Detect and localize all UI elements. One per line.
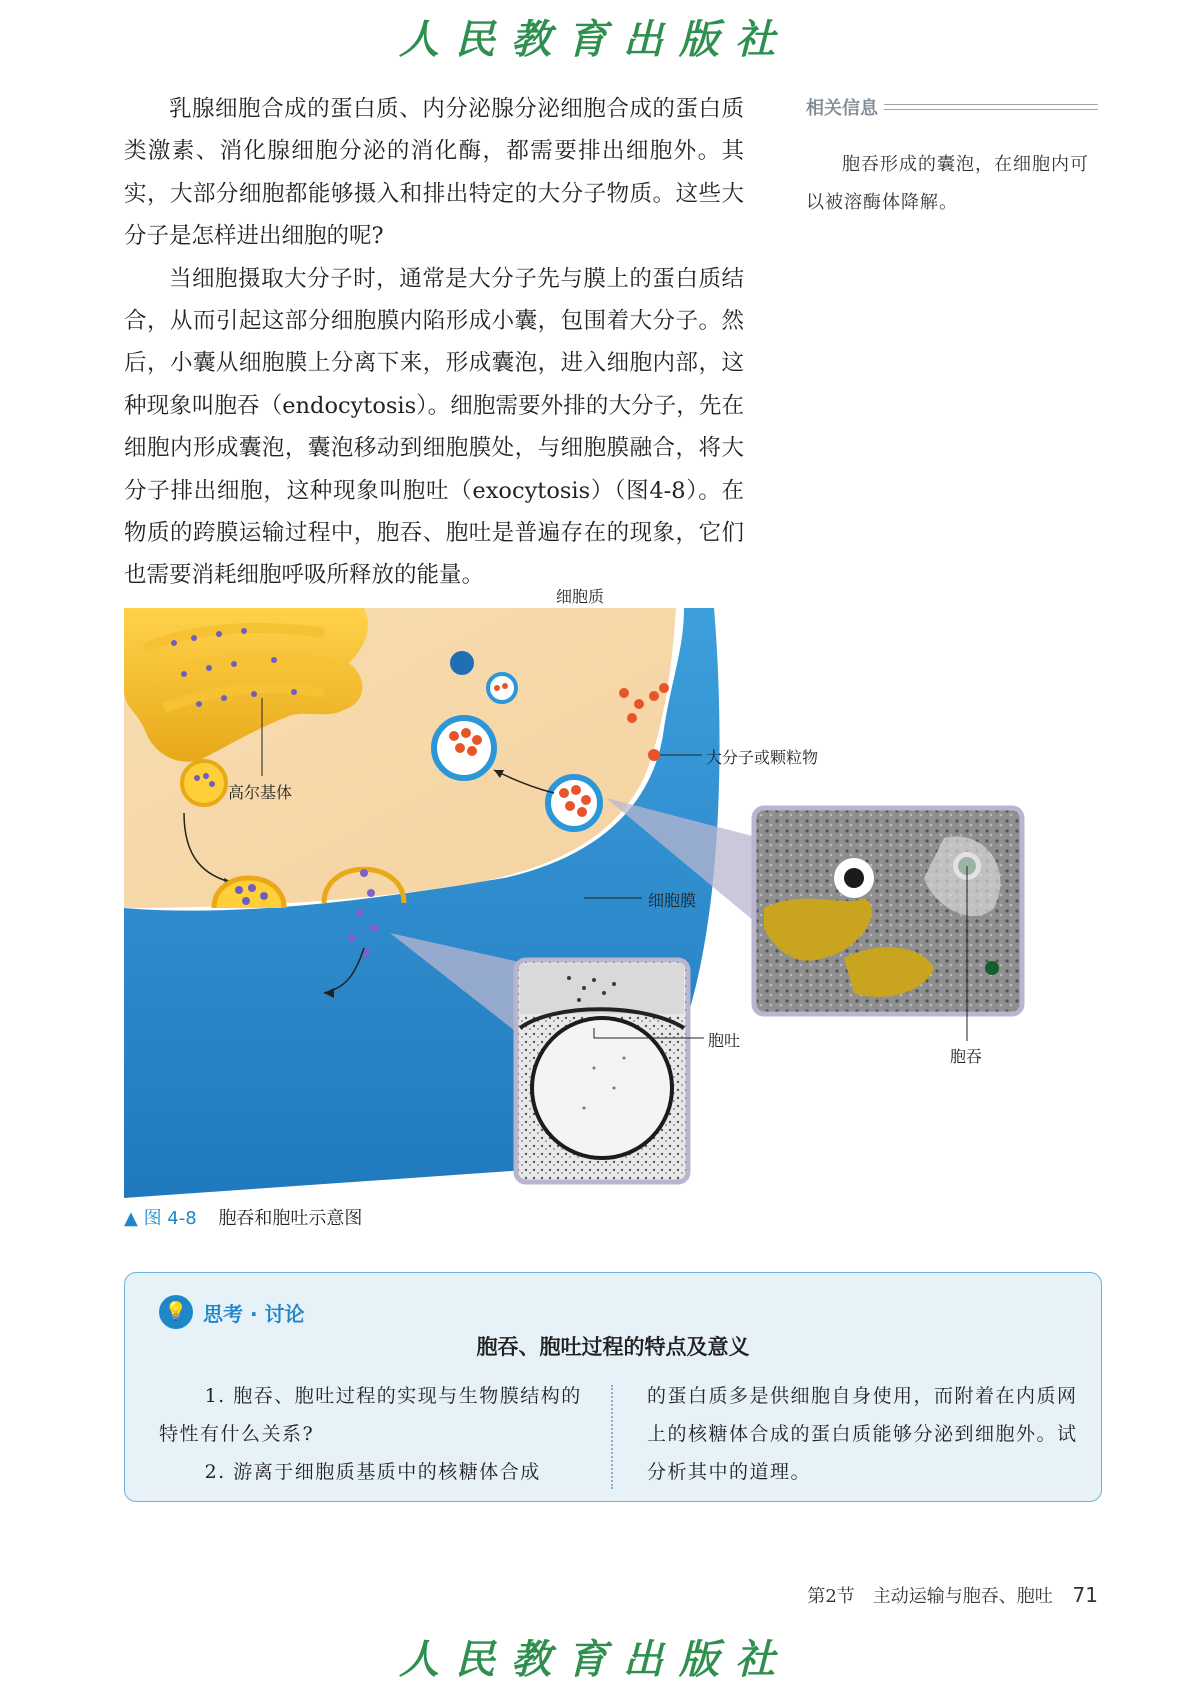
figure-4-8 xyxy=(124,587,1104,1228)
related-info-rule xyxy=(884,104,1098,110)
label-cytoplasm: 细胞质 xyxy=(556,587,605,606)
question-1: 1. 胞吞、胞吐过程的实现与生物膜结构的特性有什么关系? xyxy=(159,1385,582,1445)
endocytosis-exocytosis-illustration xyxy=(124,608,1104,1228)
related-info-sidebar xyxy=(806,94,1098,222)
page-number: 71 xyxy=(1072,1583,1098,1607)
column-divider xyxy=(611,1385,613,1489)
caption-text: 胞吞和胞吐示意图 xyxy=(218,1208,363,1229)
lysosome-dot xyxy=(450,651,474,675)
section-title: 第2节 主动运输与胞吞、胞吐 xyxy=(807,1586,1053,1607)
label-macromolecule: 大分子或颗粒物 xyxy=(706,748,819,767)
related-info-header xyxy=(806,94,1098,120)
question-2-part-2: 的蛋白质多是供细胞自身使用，而附着在内质网上的核糖体合成的蛋白质能够分泌到细胞外。试分析其中的道理。 xyxy=(647,1385,1078,1483)
golgi-vesicle xyxy=(182,761,226,805)
endocytosis-micrograph xyxy=(754,808,1022,1014)
think-discuss-box xyxy=(124,1272,1102,1502)
page-footer xyxy=(807,1582,1098,1608)
caption-number: 图 4-8 xyxy=(143,1208,197,1229)
publisher-logo-top: 人民教育出版社 xyxy=(399,16,791,63)
figure-caption xyxy=(124,1204,362,1230)
lightbulb-icon: 💡 xyxy=(159,1295,193,1329)
label-golgi: 高尔基体 xyxy=(228,783,293,802)
endocytic-vesicle-large xyxy=(434,718,494,778)
particle-legend-dot xyxy=(648,749,660,761)
think-column-right xyxy=(647,1377,1083,1491)
question-2-part-1: 2. 游离于细胞质基质中的核糖体合成 xyxy=(204,1461,541,1483)
caption-marker: ▲ xyxy=(124,1208,138,1229)
publisher-logo-bottom: 人民教育出版社 xyxy=(399,1636,791,1683)
paragraph-2: 当细胞摄取大分子时，通常是大分子先与膜上的蛋白质结合，从而引起这部分细胞膜内陷形成小囊，包围着大分子。然后，小囊从细胞膜上分离下来，形成囊泡，进入细胞内部，这种现象叫胞吞（endocytosis）。细胞需要外排的大分子，先在细胞内形成囊泡，囊泡移动到细胞膜处，与细胞膜融合，将大分子排出细胞，这种现象叫胞吐（exocytosis）（图4-8）。在物质的跨膜运输过程中，胞吞、胞吐是普遍存在的现象，它们也需要消耗细胞呼吸所释放的能量。 xyxy=(124,265,744,589)
label-endocytosis: 胞吞 xyxy=(950,1047,983,1066)
related-info-title: 相关信息 xyxy=(806,98,878,119)
endocytic-vesicle-small xyxy=(488,674,516,702)
think-discuss-header xyxy=(159,1295,305,1329)
paragraph-1: 乳腺细胞合成的蛋白质、内分泌腺分泌细胞合成的蛋白质类激素、消化腺细胞分泌的消化酶，都需要排出细胞外。其实，大部分细胞都能够摄入和排出特定的大分子物质。这些大分子是怎样进出细胞的呢? xyxy=(124,96,744,250)
think-column-left xyxy=(159,1377,597,1491)
membrane-invagination xyxy=(548,777,600,829)
label-exocytosis: 胞吐 xyxy=(708,1031,741,1050)
label-membrane: 细胞膜 xyxy=(648,891,697,910)
think-discuss-label: 思考 · 讨论 xyxy=(203,1301,305,1326)
related-info-text: 胞吞形成的囊泡，在细胞内可以被溶酶体降解。 xyxy=(806,154,1089,213)
think-discuss-title: 胞吞、胞吐过程的特点及意义 xyxy=(476,1335,750,1359)
main-text xyxy=(124,88,744,597)
exocytosis-micrograph xyxy=(516,960,688,1182)
